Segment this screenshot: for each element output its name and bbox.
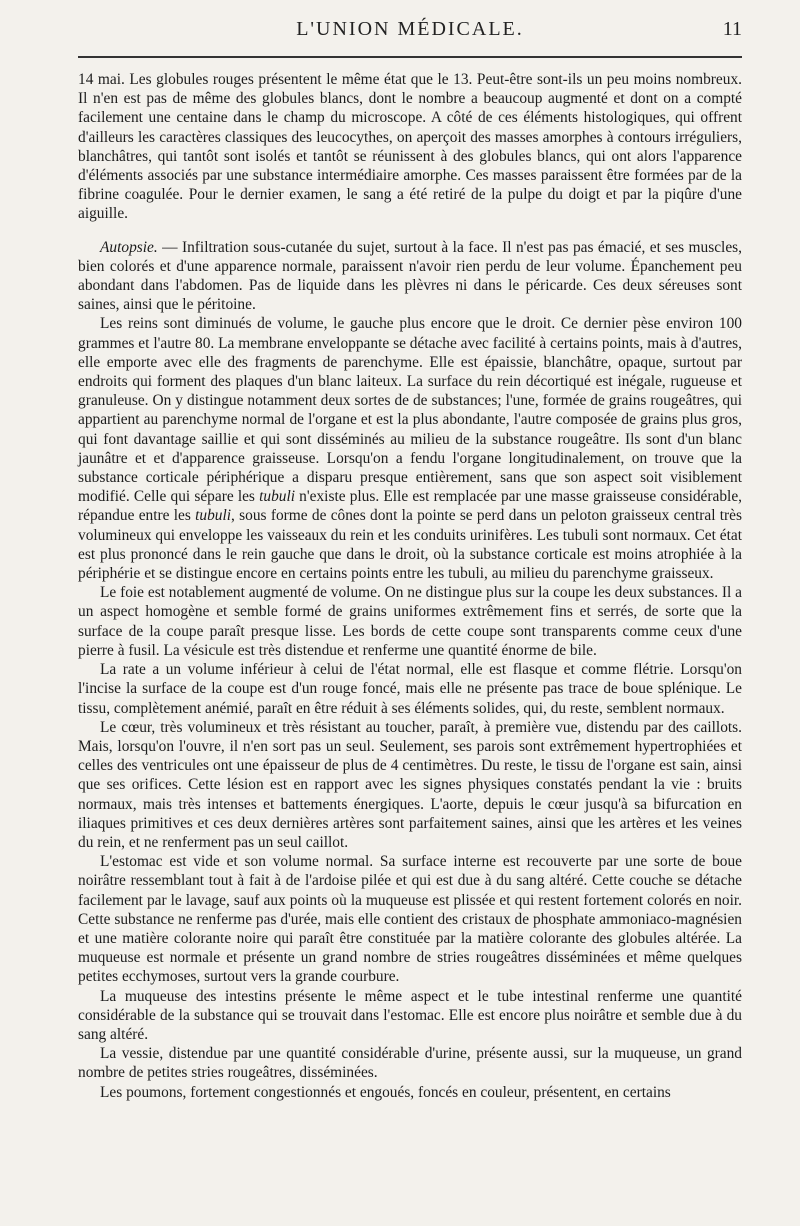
paragraph-text: La rate a un volume inférieur à celui de l'état normal, elle est flasque et comme flétrie. Lorsqu'on l'incise la surface de la coupe est d'un rouge foncé, mais elle ne présente pas trace de boue splénique. Le tissu, complètement anémié, paraît en être réduit à ses éléments solides, qui, du reste, semblent normaux. xyxy=(78,661,742,717)
paragraph-coeur xyxy=(78,718,742,852)
paragraph-foie xyxy=(78,583,742,660)
paragraph-text: Le cœur, très volumineux et très résistant au toucher, paraît, à première vue, distendu par des caillots. Mais, lorsqu'on l'ouvre, il n'en sort pas un seul. Seulement, ses parois sont extrêmement hypertrophiées et celles des ventricules ont une épaisseur de plus de 4 centimètres. Du reste, le tissu de l'organe est sain, ainsi que ses orifices. Cette lésion est en rapport avec les signes physiques constatés pendant la vie : bruits normaux, mais très intenses et battements énergiques. L'aorte, depuis le cœur jusqu'à sa bifurcation en iliaques primitives et ces deux dernières artères sont parfaitement saines, ainsi que les artères et les veines du rein, et ne renferment pas un seul caillot. xyxy=(78,718,742,851)
paragraph-autopsie xyxy=(78,238,742,315)
paragraph-text: 14 mai. Les globules rouges présentent le même état que le 13. Peut-être sont-ils un peu moins nombreux. Il n'en est pas de même des globules blancs, dont le nombre a beaucoup augmenté et dont on a compté facilement une centaine dans le champ du microscope. A côté de ces éléments histologiques, qui offrent d'ailleurs les caractères classiques des leucocythes, on aperçoit des masses amorphes à contours irréguliers, blanchâtres, qui tantôt sont isolés et tantôt se réunissent à des globules blancs, qui ont alors l'apparence d'éléments associés par une substance intermédiaire amorphe. Ces masses paraissent être formées par de la fibrine coagulée. Pour le dernier examen, le sang a été retiré de la pulpe du doigt et par la piqûre d'une aiguille. xyxy=(78,71,742,223)
latin-term: tubuli xyxy=(195,507,232,525)
paragraph-blood-exam xyxy=(78,70,742,224)
header-rule xyxy=(78,56,742,58)
paragraph-text: Les reins sont diminués de volume, le gauche plus encore que le droit. Ce dernier pèse environ 100 grammes et l'autre 80. La membrane enveloppante se détache avec facilité à certains points, mais à d'autres, elle emporte avec elle des fragments de parenchyme. Elle est épaissie, blanchâtre, opaque, surtout par endroits qui forment des plaques d'un blanc laiteux. La surface du rein décortiqué est inégale, rugueuse et granuleuse. On y distingue notamment deux sortes de de substances; l'une, formée de grains rougeâtres, qui appartient au parenchyme normal de l'organe et est la plus abondante, l'autre composée de grains plus gros, qui font davantage saillie et qui sont disséminés au milieu de la substance rougeâtre. Ils sont d'un blanc jaunâtre et et d'apparence graisseuse. Lorsqu'on a fendu l'organe longitudinalement, on trouve que la substance corticale périphérique a disparu presque entièrement, sans que son aspect soit visiblement modifié. Celle qui sépare les tubuli n'existe plus. Elle est remplacée par une masse graisseuse considérable, répandue entre les tubuli, sous forme de cônes dont la pointe se perd dans un peloton graisseux central très volumineux qui enveloppe les vaisseaux du rein et les conduits urinifères. Les tubuli sont normaux. Cet état est plus prononcé dans le rein gauche que dans le droit, où la substance corticale est moins atrophiée à la périphérie et se distingue encore en certains points entre les tubuli, au milieu du parenchyme graisseux. xyxy=(78,315,742,583)
paragraph-text: La muqueuse des intestins présente le même aspect et le tube intestinal renferme une quantité considérable de la substance qui se trouvait dans l'estomac. Elle est encore plus noirâtre et semble due à du sang altéré. xyxy=(78,987,742,1043)
paragraph-intestins xyxy=(78,987,742,1045)
paragraph-text: Le foie est notablement augmenté de volume. On ne distingue plus sur la coupe les deux substances. Il a un aspect homogène et semble formé de grains uniformes extrêmement fins et serrés, de sorte que la surface de la coupe paraît presque lisse. Les bords de cette coupe sont transparents comme ceux d'une pierre à fusil. La vésicule est très distendue et renferme une quantité énorme de bile. xyxy=(78,584,742,659)
latin-term: tubuli xyxy=(259,488,296,506)
page-number: 11 xyxy=(722,18,742,40)
article-body xyxy=(78,70,742,1102)
paragraph-text: L'estomac est vide et son volume normal. Sa surface interne est recouverte par une sorte de boue noirâtre ressemblant tout à fait à de l'ardoise pilée et qui est due à du sang altéré. Cette couche se détache facilement par le lavage, sauf aux points où la muqueuse est plissée et qui restent fortement colorés en noir. Cette substance ne renferme pas d'urée, mais elle contient des cristaux de phosphate ammoniaco-magnésien et une matière colorante noire qui paraît être constituée par la matière colorante des globules altérée. La muqueuse est normale et présente un grand nombre de stries rougeâtres disséminées et même quelques petites ecchymoses, surtout vers la grande courbure. xyxy=(78,853,742,986)
paragraph-vessie xyxy=(78,1044,742,1082)
paragraph-poumons xyxy=(78,1083,742,1102)
section-lead: Autopsie. xyxy=(100,238,158,256)
paragraph-text: Les poumons, fortement congestionnés et engoués, foncés en couleur, présentent, en certains xyxy=(100,1083,671,1101)
page-header xyxy=(78,0,742,60)
paragraph-text: La vessie, distendue par une quantité considérable d'urine, présente aussi, sur la muqueuse, un grand nombre de petites stries rougeâtres, disséminées. xyxy=(78,1045,742,1082)
paragraph-reins xyxy=(78,314,742,583)
paragraph-rate xyxy=(78,660,742,718)
paragraph-estomac xyxy=(78,852,742,986)
paragraph-text: — Infiltration sous-cutanée du sujet, surtout à la face. Il n'est pas pas émacié, et ses muscles, bien colorés et d'une apparence normale, paraissent n'avoir rien perdu de leur volume. Épanchement peu abondant dans l'abdomen. Pas de liquide dans les plèvres ni dans le péricarde. Ces deux séreuses sont saines, ainsi que le péritoine. xyxy=(78,238,742,314)
running-title: L'UNION MÉDICALE. xyxy=(296,18,524,40)
